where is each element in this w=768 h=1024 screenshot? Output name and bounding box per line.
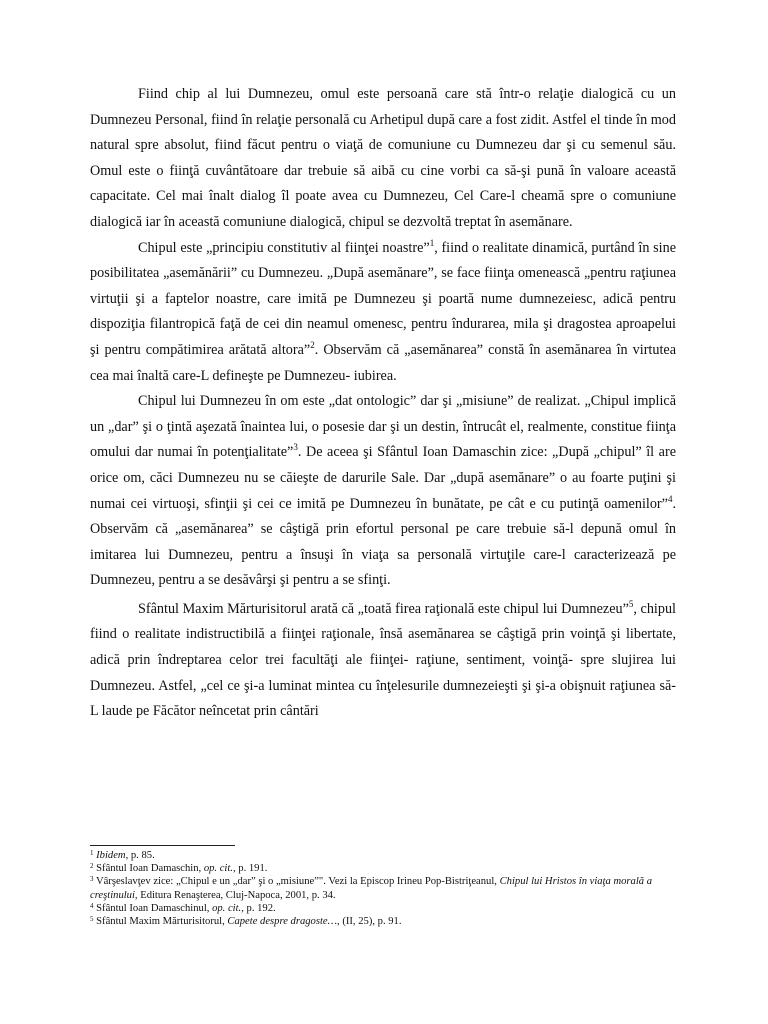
text-run: , (II, 25), p. 91.	[337, 916, 402, 928]
footnote-reference: 1	[429, 237, 435, 248]
footnote-number: 4	[90, 901, 94, 910]
text-run: Fiind chip al lui Dumnezeu, omul este persoană care stă într-o relaţie dialogică cu un Dumnezeu Personal, fiind în relaţie personală cu Arhetipul după care a fost zidit. Astfel el tinde în mod natural spre absolut, fiind făcut pentru o viaţă de comuniune cu Dumnezeu dar şi cu semenul său. Omul este o fiinţă cuvântătoare dar trebuie să aibă cu cine vorbi ca să-şi pună în valoare această capacitate. Cel mai înalt dialog îl poate avea cu Dumnezeu, Cel Care-l cheamă spre o comuniune dialogică iar în această comuniune dialogică, chipul se dezvoltă treptat în asemănare.	[90, 86, 676, 230]
text-run: Chipul lui Dumnezeu în om este „dat ontologic” dar şi „misiune” de realizat. „Chipul implică un „dar” şi o ţintă aşezată înaintea lui, o posesie dar şi un destin, întrucât el, realmente, constitue fiinţa omului dar numai în potenţialitate”	[90, 393, 676, 461]
paragraph	[90, 82, 676, 236]
italic-text: Ibidem	[96, 850, 126, 861]
text-run: . Observăm că „asemănarea” constă în asemănarea în virtutea cea mai înaltă care-L defineşte pe Dumnezeu- iubirea.	[90, 341, 677, 384]
text-run: , p. 192.	[241, 902, 276, 914]
footnote-number: 5	[90, 915, 94, 924]
footnote-separator	[90, 845, 235, 846]
italic-text: op. cit.	[212, 902, 242, 914]
text-run: , p. 85.	[125, 850, 155, 861]
footnote	[90, 862, 676, 875]
footnote-reference: 5	[628, 598, 634, 609]
text-run: , fiind o realitate dinamică, purtând în sine posibilitatea „asemănării” cu Dumnezeu. „După asemănare”, se face fiinţa omenească „pentru raţiunea virtuţii şi a faptelor noastre, care imită pe Dumnezeu şi poartă nume dumnezeiesc, adică pentru dispoziţia filantropică faţă de cei din neamul omenesc, pentru îndurarea, mila şi dragostea aproapelui şi pentru compătimirea arătată altora”	[90, 239, 676, 358]
text-run: Vârşeslavţev zice: „Chipul e un „dar” şi o „misiune”". Vezi la Episcop Irineu Pop-Bistriţeanul,	[93, 876, 500, 888]
text-run: , chipul fiind o realitate indistructibilă a fiinţei raţionale, însă asemănarea se câştigă prin voinţă şi libertate, adică prin îndreptarea celor trei facultăţi ale fiinţei- raţiune, sentiment, voinţă- spre slujirea lui Dumnezeu. Astfel, „cel ce şi-a luminat mintea cu înţelesurile dumnezeieşti şi şi-a obişnuit raţiunea să-L laude pe Făcător neîncetat prin cântări	[90, 600, 676, 720]
footnote-reference: 2	[310, 339, 315, 350]
text-run: Chipul este „principiu constitutiv al fiinţei noastre”	[138, 239, 430, 256]
footnote-number: 3	[90, 875, 94, 884]
footnote-reference: 4	[667, 493, 673, 504]
footnote	[90, 875, 676, 901]
footnote	[90, 915, 676, 928]
text-run: , Editura Renaşterea, Cluj-Napoca, 2001, p. 34.	[134, 889, 336, 901]
paragraph	[90, 389, 676, 594]
text-run: Sfântul Ioan Damaschin,	[93, 863, 204, 875]
footnote-number: 1	[90, 849, 94, 857]
text-run: Sfântul Maxim Mărturisitorul,	[93, 916, 228, 928]
page-body	[90, 82, 676, 725]
footnote-number: 2	[90, 862, 94, 871]
italic-text: op. cit.	[203, 863, 233, 875]
footnotes	[90, 849, 676, 928]
footnote	[90, 849, 676, 862]
text-run: Sfântul Maxim Mărturisitorul arată că „toată firea raţională este chipul lui Dumnezeu”	[138, 600, 629, 617]
footnote	[90, 902, 676, 915]
footnote-reference: 3	[293, 442, 298, 453]
text-run: , p. 191.	[232, 863, 268, 875]
paragraph	[90, 236, 676, 390]
text-run: . Observăm că „asemănarea” se câştigă prin efortul personal pe care trebuie să-l depună omul în imitarea lui Dumnezeu, pentru a însuşi în viaţa sa personală virtuţile care-l caracterizează pe Dumnezeu, pentru a se desăvârşi şi pentru a se sfinţi.	[90, 495, 676, 589]
paragraph	[90, 597, 676, 725]
text-run: Sfântul Ioan Damaschinul,	[93, 902, 213, 914]
italic-text: Chipul lui Hristos în viaţa morală a creştinului	[90, 876, 653, 901]
italic-text: Capete despre dragoste…	[227, 916, 338, 928]
text-run: . De aceea şi Sfântul Ioan Damaschin zice: „După „chipul” îl are orice om, căci Dumnezeu nu se căieşte de darurile Sale. Dar „după asemănare” o au foarte puţini şi numai cei virtuoşi, sfinţii şi cei ce imită pe Dumnezeu în bunătate, pe cât e cu putinţă oamenilor”	[90, 444, 676, 512]
